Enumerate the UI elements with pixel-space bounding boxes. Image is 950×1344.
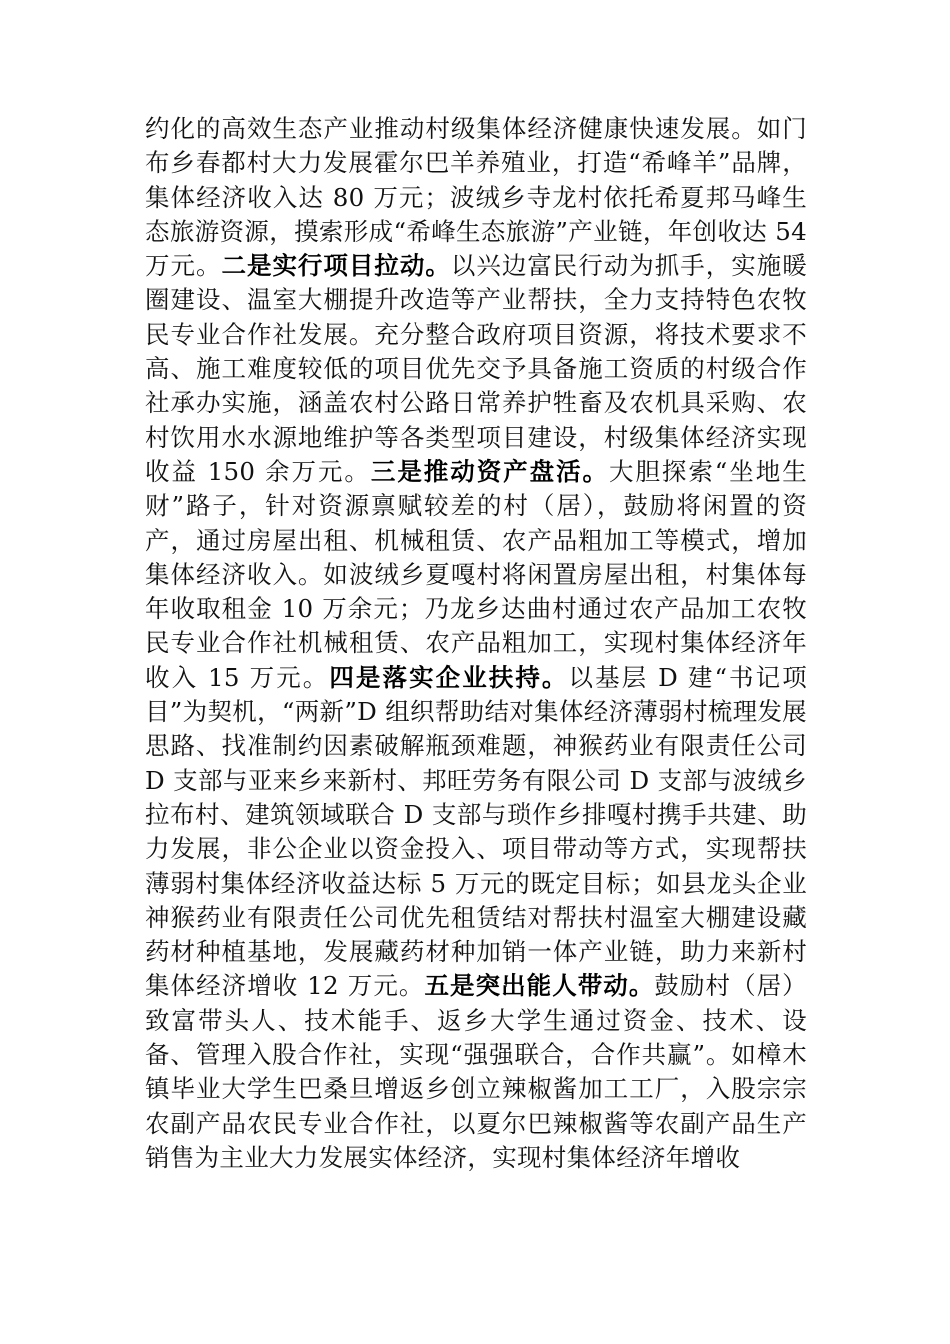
text-segment: 以基层 D 建“书记项目”为契机，“两新”D 组织帮助结对集体经济薄弱村梳理发展思路、找准制约因素破解瓶颈难题，神猴药业有限责任公司 D 支部与亚来乡来新村、邦旺劳务有限公司 D 支部与波绒乡拉布村、建筑领域联合 D 支部与琐作乡排嘎村携手共建、助力发展，非公企业以资金投入、项目带动等方式，实现帮扶薄弱村集体经济收益达标 5 万元的既定目标；如县龙头企业神猴药业有限责任公司优先租赁结对帮扶村温室大棚建设藏药材种植基地，发展藏药材种加销一体产业链，助力来新村集体经济增收 12 万元。 [145,662,808,1001]
bold-heading: 五是突出能人带动。 [424,971,655,1001]
text-segment: 鼓励村（居）致富带头人、技术能手、返乡大学生通过资金、技术、设备、管理入股合作社，实现“强强联合，合作共赢”。如樟木镇毕业大学生巴桑旦增返乡创立辣椒酱加工工厂，入股宗宗农副产品农民专业合作社，以夏尔巴辣椒酱等农副产品生产销售为主业大力发展实体经济，实现村集体经济年增收 [145,971,807,1172]
text-segment: 以兴边富民行动为抓手，实施暖圈建设、温室大棚提升改造等产业帮扶，全力支持特色农牧民专业合作社发展。充分整合政府项目资源，将技术要求不高、施工难度较低的项目优先交予具备施工资质的村级合作社承办实施，涵盖农村公路日常养护牲畜及农机具采购、农村饮用水水源地维护等各类型项目建设，村级集体经济实现收益 150 余万元。 [145,251,807,486]
text-segment: 大胆探索“坐地生财”路子，针对资源禀赋较差的村（居），鼓励将闲置的资产，通过房屋出租、机械租赁、农产品粗加工等模式，增加集体经济收入。如波绒乡夏嘎村将闲置房屋出租，村集体每年收取租金 10 万余元；乃龙乡达曲村通过农产品加工农牧民专业合作社机械租赁、农产品粗加工，实现村集体经济年收入 15 万元。 [145,456,807,692]
body-paragraph [145,112,807,1175]
bold-heading: 四是落实企业扶持。 [329,662,569,692]
bold-heading: 二是实行项目拉动。 [221,251,451,281]
bold-heading: 三是推动资产盘活。 [370,456,609,486]
text-segment: 约化的高效生态产业推动村级集体经济健康快速发展。如门布乡春都村大力发展霍尔巴羊养殖业，打造“希峰羊”品牌，集体经济收入达 80 万元；波绒乡寺龙村依托希夏邦马峰生态旅游资源，摸索形成“希峰生态旅游”产业链，年创收达 54 万元。 [145,114,807,281]
